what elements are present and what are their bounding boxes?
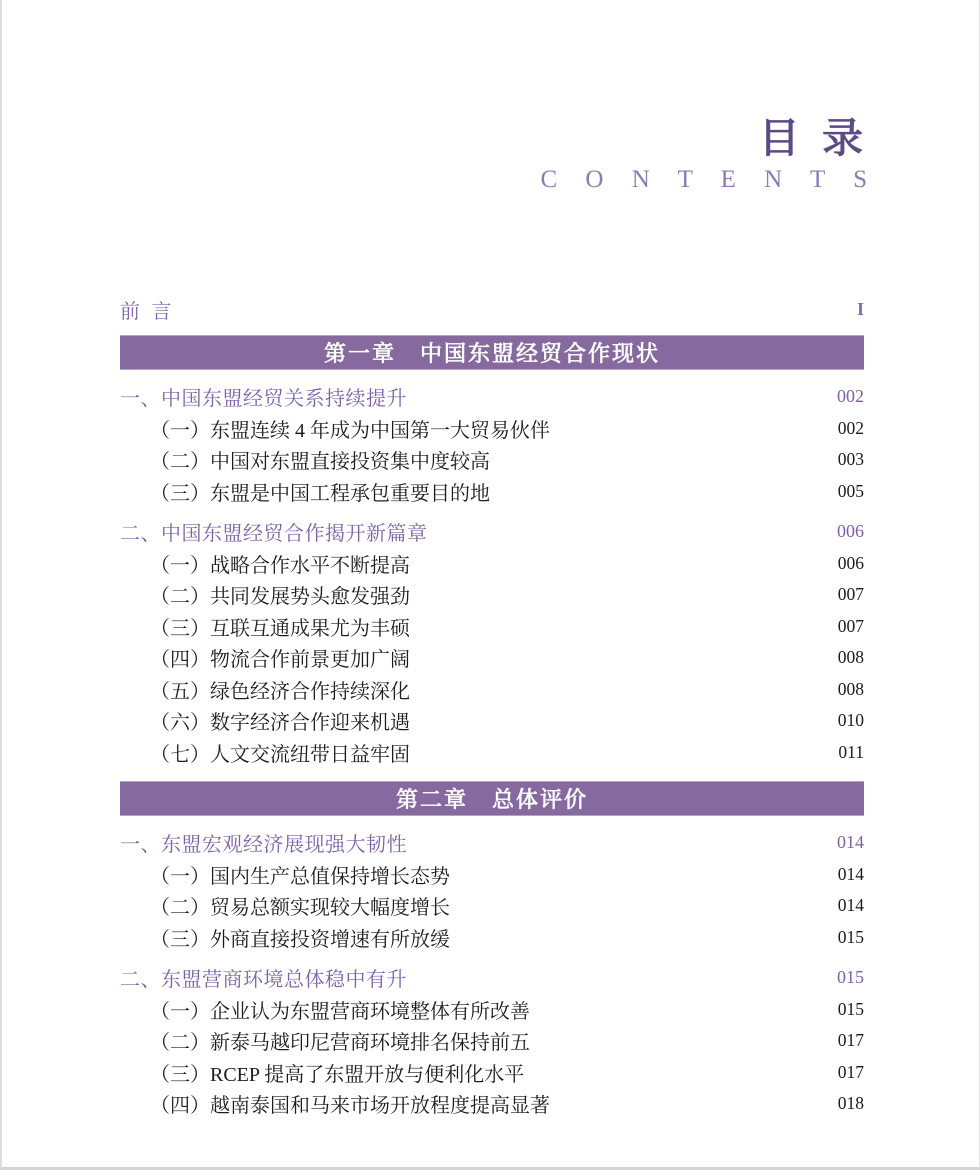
toc-item-row [120, 859, 864, 891]
item-page-number: 018 [837, 1093, 864, 1114]
item-label: （三）RCEP 提高了东盟开放与便利化水平 [150, 1063, 525, 1086]
item-page-number: 015 [837, 926, 864, 947]
toc-item-row [120, 1088, 864, 1120]
item-page-number: 008 [837, 647, 864, 668]
item-label: （二）共同发展势头愈发强劲 [150, 586, 410, 609]
item-page-number: 011 [838, 741, 864, 762]
toc-item-row [120, 611, 864, 643]
toc-item-row [120, 922, 864, 954]
toc-item-row [120, 674, 864, 706]
item-page-number: 014 [837, 895, 864, 916]
toc-item-row [120, 476, 864, 508]
item-page-number: 003 [837, 449, 864, 470]
section-page-number: 002 [837, 386, 864, 407]
toc-section-row [120, 381, 864, 413]
toc-header [540, 114, 878, 194]
item-label: （二）贸易总额实现较大幅度增长 [150, 897, 450, 920]
preface-page-number: I [856, 298, 864, 319]
section-page-number: 015 [837, 967, 864, 988]
item-page-number: 010 [837, 710, 864, 731]
item-label: （四）越南泰国和马来市场开放程度提高显著 [150, 1095, 550, 1118]
item-label: （一）国内生产总值保持增长态势 [150, 865, 450, 888]
item-page-number: 008 [837, 678, 864, 699]
section-label: 二、中国东盟经贸合作揭开新篇章 [120, 523, 428, 546]
toc-item-row [120, 579, 864, 611]
toc-item-row [120, 1057, 864, 1089]
section-page-number: 014 [837, 832, 864, 853]
item-label: （一）东盟连续 4 年成为中国第一大贸易伙伴 [150, 419, 550, 442]
section-label: 一、中国东盟经贸关系持续提升 [120, 388, 407, 411]
page-title: 目 录 [758, 114, 867, 162]
toc-item-row [120, 737, 864, 769]
item-label: （三）互联互通成果尤为丰硕 [150, 617, 410, 640]
item-label: （二）中国对东盟直接投资集中度较高 [150, 451, 490, 474]
section-page-number: 006 [837, 521, 864, 542]
item-page-number: 014 [837, 863, 864, 884]
item-page-number: 005 [837, 480, 864, 501]
item-page-number: 007 [837, 615, 864, 636]
preface-row [120, 296, 864, 322]
toc-item-row [120, 444, 864, 476]
toc-item-row [120, 705, 864, 737]
toc-item-row [120, 890, 864, 922]
item-label: （一）战略合作水平不断提高 [150, 554, 410, 577]
item-page-number: 017 [837, 1061, 864, 1082]
chapter-banner: 第一章 中国东盟经贸合作现状 [120, 336, 864, 369]
item-label: （五）绿色经济合作持续深化 [150, 680, 410, 703]
item-page-number: 015 [837, 998, 864, 1019]
chapter-list [120, 336, 864, 1120]
page-subtitle: C O N T E N T S [540, 166, 878, 194]
chapter-banner: 第二章 总体评价 [120, 782, 864, 815]
item-page-number: 007 [837, 584, 864, 605]
section-label: 一、东盟宏观经济展现强大韧性 [120, 834, 407, 857]
item-label: （三）外商直接投资增速有所放缓 [150, 928, 450, 951]
item-page-number: 017 [837, 1030, 864, 1051]
section-label: 二、东盟营商环境总体稳中有升 [120, 969, 407, 992]
item-label: （二）新泰马越印尼营商环境排名保持前五 [150, 1032, 530, 1055]
item-label: （三）东盟是中国工程承包重要目的地 [150, 482, 490, 505]
toc-section-row [120, 962, 864, 994]
toc-item-row [120, 642, 864, 674]
item-label: （七）人文交流纽带日益牢固 [150, 743, 410, 766]
item-page-number: 002 [837, 417, 864, 438]
item-label: （六）数字经济合作迎来机遇 [150, 712, 410, 735]
toc-item-row [120, 413, 864, 445]
preface-label: 前 言 [120, 300, 175, 323]
item-label: （四）物流合作前景更加广阔 [150, 649, 410, 672]
toc-body [120, 296, 864, 1120]
item-label: （一）企业认为东盟营商环境整体有所改善 [150, 1000, 530, 1023]
toc-item-row [120, 548, 864, 580]
toc-item-row [120, 1025, 864, 1057]
toc-item-row [120, 994, 864, 1026]
toc-section-row [120, 516, 864, 548]
toc-section-row [120, 827, 864, 859]
item-page-number: 006 [837, 552, 864, 573]
